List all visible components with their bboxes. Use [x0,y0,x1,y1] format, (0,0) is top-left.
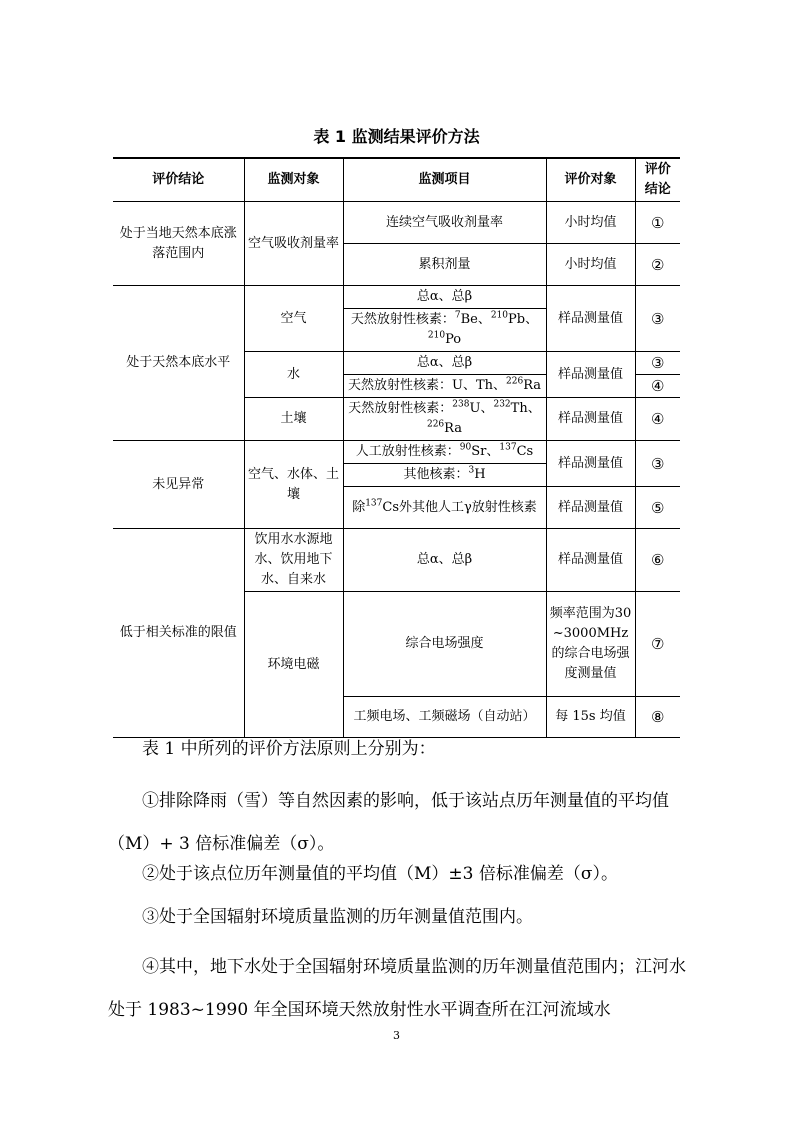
paragraph-2: ①排除降雨（雪）等自然因素的影响，低于该站点历年测量值的平均值（M）+ 3 倍标准偏差（σ）。 [108,791,669,854]
g4-em-eval-1: 频率范围为30~3000MHz的综合电场强度测量值 [546,592,635,697]
g2-soil-item: 天然放射性核素：$^{238}$U、$^{232}$Th、$^{226}$Ra [343,398,546,441]
g3-code-2: ⑤ [635,487,680,529]
g4-em-item-1: 综合电场强度 [343,592,546,697]
g3-item-1: 人工放射性核素：$^{90}$Sr、$^{137}$Cs [343,441,546,464]
nuclide-232th: $^{232}$Th [493,399,528,416]
g4-water-object: 饮用水水源地水、饮用地下水、自来水 [244,529,343,592]
g2-air-eval: 样品测量值 [546,286,635,352]
g1-eval-1: 小时均值 [546,202,635,244]
nuclide-7be: $^7$Be [454,310,478,327]
g4-em-code-2: ⑧ [635,697,680,738]
nuclide-90sr: $^{90}$Sr [459,442,487,459]
g2-soil-eval: 样品测量值 [546,398,635,441]
g2-soil-object: 土壤 [244,398,343,441]
nuclide-210po: $^{210}$Po [427,330,462,347]
header-evaluation-conclusion: 评价结论 [635,158,680,202]
g2-water-object: 水 [244,352,343,398]
g3-eval-1: 样品测量值 [546,441,635,487]
g1-code-1: ① [635,202,680,244]
paragraph-4: ③处于全国辐射环境质量监测的历年测量值范围内。 [142,907,533,927]
g4-water-item: 总α、总β [343,529,546,592]
header-conclusion: 评价结论 [113,158,244,202]
paragraph-3: ②处于该点位历年测量值的平均值（M）±3 倍标准偏差（σ）。 [142,864,618,884]
evaluation-methods-table [113,157,680,738]
g2-water-code-1: ③ [635,352,680,375]
g2-conclusion: 处于天然本底水平 [113,286,244,441]
g2-air-item-2: 天然放射性核素：$^7$Be、$^{210}$Pb、$^{210}$Po [343,309,546,352]
nuclide-3h: $^3$H [468,465,486,482]
table-caption: 表 1 监测结果评价方法 [313,127,480,146]
g3-object: 空气、水体、土壤 [244,441,343,529]
header-item: 监测项目 [343,158,546,202]
nuclide-137cs-b: $^{137}$Cs [365,498,400,515]
g3-code-1: ③ [635,441,680,487]
nuclide-238u: $^{238}$U [452,399,481,416]
nuclide-210pb: $^{210}$Pb [490,310,526,327]
g2-water-item-2: 天然放射性核素：U、Th、$^{226}$Ra [343,375,546,398]
g4-em-eval-2: 每 15s 均值 [546,697,635,738]
nuclide-226ra-soil: $^{226}$Ra [426,419,463,436]
paragraph-5: ④其中，地下水处于全国辐射环境质量监测的历年测量值范围内；江河水处于 1983~1990 年全国环境天然放射性水平调查所在江河流域水 [108,957,686,1020]
g4-em-object: 环境电磁 [244,592,343,738]
g2-air-object: 空气 [244,286,343,352]
page-number: 3 [393,1029,400,1042]
nuclide-u: U [451,378,463,393]
g1-object: 空气吸收剂量率 [244,202,343,286]
nuclide-137cs: $^{137}$Cs [499,442,534,459]
header-evaluation-object: 评价对象 [546,158,635,202]
nuclide-th: Th [475,378,493,393]
g2-water-eval: 样品测量值 [546,352,635,398]
g4-water-eval: 样品测量值 [546,529,635,592]
g3-item-2: 其他核素：$^3$H [343,464,546,487]
g2-air-code: ③ [635,286,680,352]
paragraph-1: 表 1 中所列的评价方法原则上分别为： [142,739,436,759]
g1-item-2: 累积剂量 [343,244,546,286]
g3-item-3: 除$^{137}$Cs外其他人工γ放射性核素 [343,487,546,529]
g1-item-1: 连续空气吸收剂量率 [343,202,546,244]
g4-em-item-2: 工频电场、工频磁场（自动站） [343,697,546,738]
g4-em-code-1: ⑦ [635,592,680,697]
header-object: 监测对象 [244,158,343,202]
g1-conclusion: 处于当地天然本底涨落范围内 [113,202,244,286]
g2-water-code-2: ④ [635,375,680,398]
g1-eval-2: 小时均值 [546,244,635,286]
g3-eval-2: 样品测量值 [546,487,635,529]
nuclide-226ra: $^{226}$Ra [506,376,542,393]
g1-code-2: ② [635,244,680,286]
g3-conclusion: 未见异常 [113,441,244,529]
g2-water-item-1: 总α、总β [343,352,546,375]
g4-water-code: ⑥ [635,529,680,592]
g2-soil-code: ④ [635,398,680,441]
g2-air-item-1: 总α、总β [343,286,546,309]
g4-conclusion: 低于相关标准的限值 [113,529,244,738]
